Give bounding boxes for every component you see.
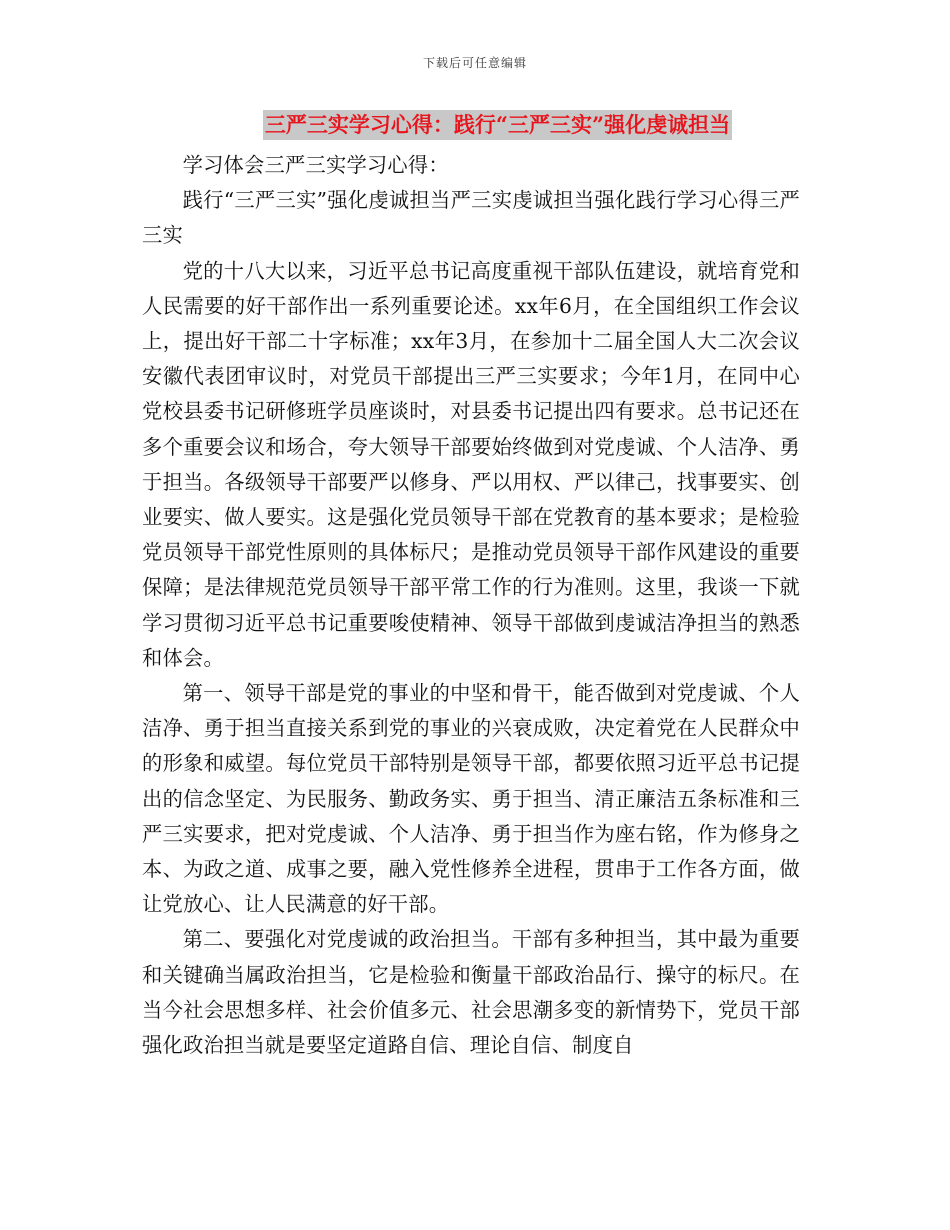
document-body	[142, 148, 800, 1063]
paragraph: 党的十八大以来，习近平总书记高度重视干部队伍建设，就培育党和人民需要的好干部作出一系列重要论述。xx年6月，在全国组织工作会议上，提出好干部二十字标准；xx年3月，在参加十二届全国人大二次会议安徽代表团审议时，对党员干部提出三严三实要求；今年1月，在同中心党校县委书记研修班学员座谈时，对县委书记提出四有要求。总书记还在多个重要会议和场合，夸大领导干部要始终做到对党虔诚、个人洁净、勇于担当。各级领导干部要严以修身、严以用权、严以律己，找事要实、创业要实、做人要实。这是强化党员领导干部在党教育的基本要求；是检验党员领导干部党性原则的具体标尺；是推动党员领导干部作风建设的重要保障；是法律规范党员领导干部平常工作的行为准则。这里，我谈一下就学习贯彻习近平总书记重要唆使精神、领导干部做到虔诚洁净担当的熟悉和体会。	[142, 258, 800, 670]
title-container	[0, 110, 950, 140]
paragraph: 第一、领导干部是党的事业的中坚和骨干，能否做到对党虔诚、个人洁净、勇于担当直接关系到党的事业的兴衰成败，决定着党在人民群众中的形象和威望。每位党员干部特别是领导干部，都要依照习近平总书记提出的信念坚定、为民服务、勤政务实、勇于担当、清正廉洁五条标准和三严三实要求，把对党虔诚、个人洁净、勇于担当作为座右铭，作为修身之本、为政之道、成事之要，融入党性修养全进程，贯串于工作各方面，做让党放心、让人民满意的好干部。	[142, 681, 800, 917]
paragraph: 第二、要强化对党虔诚的政治担当。干部有多种担当，其中最为重要和关键确当属政治担当，它是检验和衡量干部政治品行、操守的标尺。在当今社会思想多样、社会价值多元、社会思潮多变的新情势下，党员干部强化政治担当就是要坚定道路自信、理论自信、制度自	[142, 927, 800, 1058]
paragraph: 践行“三严三实”强化虔诚担当严三实虔诚担当强化践行学习心得三严三实	[142, 188, 800, 248]
paragraph: 学习体会三严三实学习心得：	[182, 153, 449, 177]
page-header-note: 下载后可任意编辑	[422, 56, 527, 70]
document-title: 三严三实学习心得：践行“三严三实”强化虔诚担当	[263, 110, 732, 140]
